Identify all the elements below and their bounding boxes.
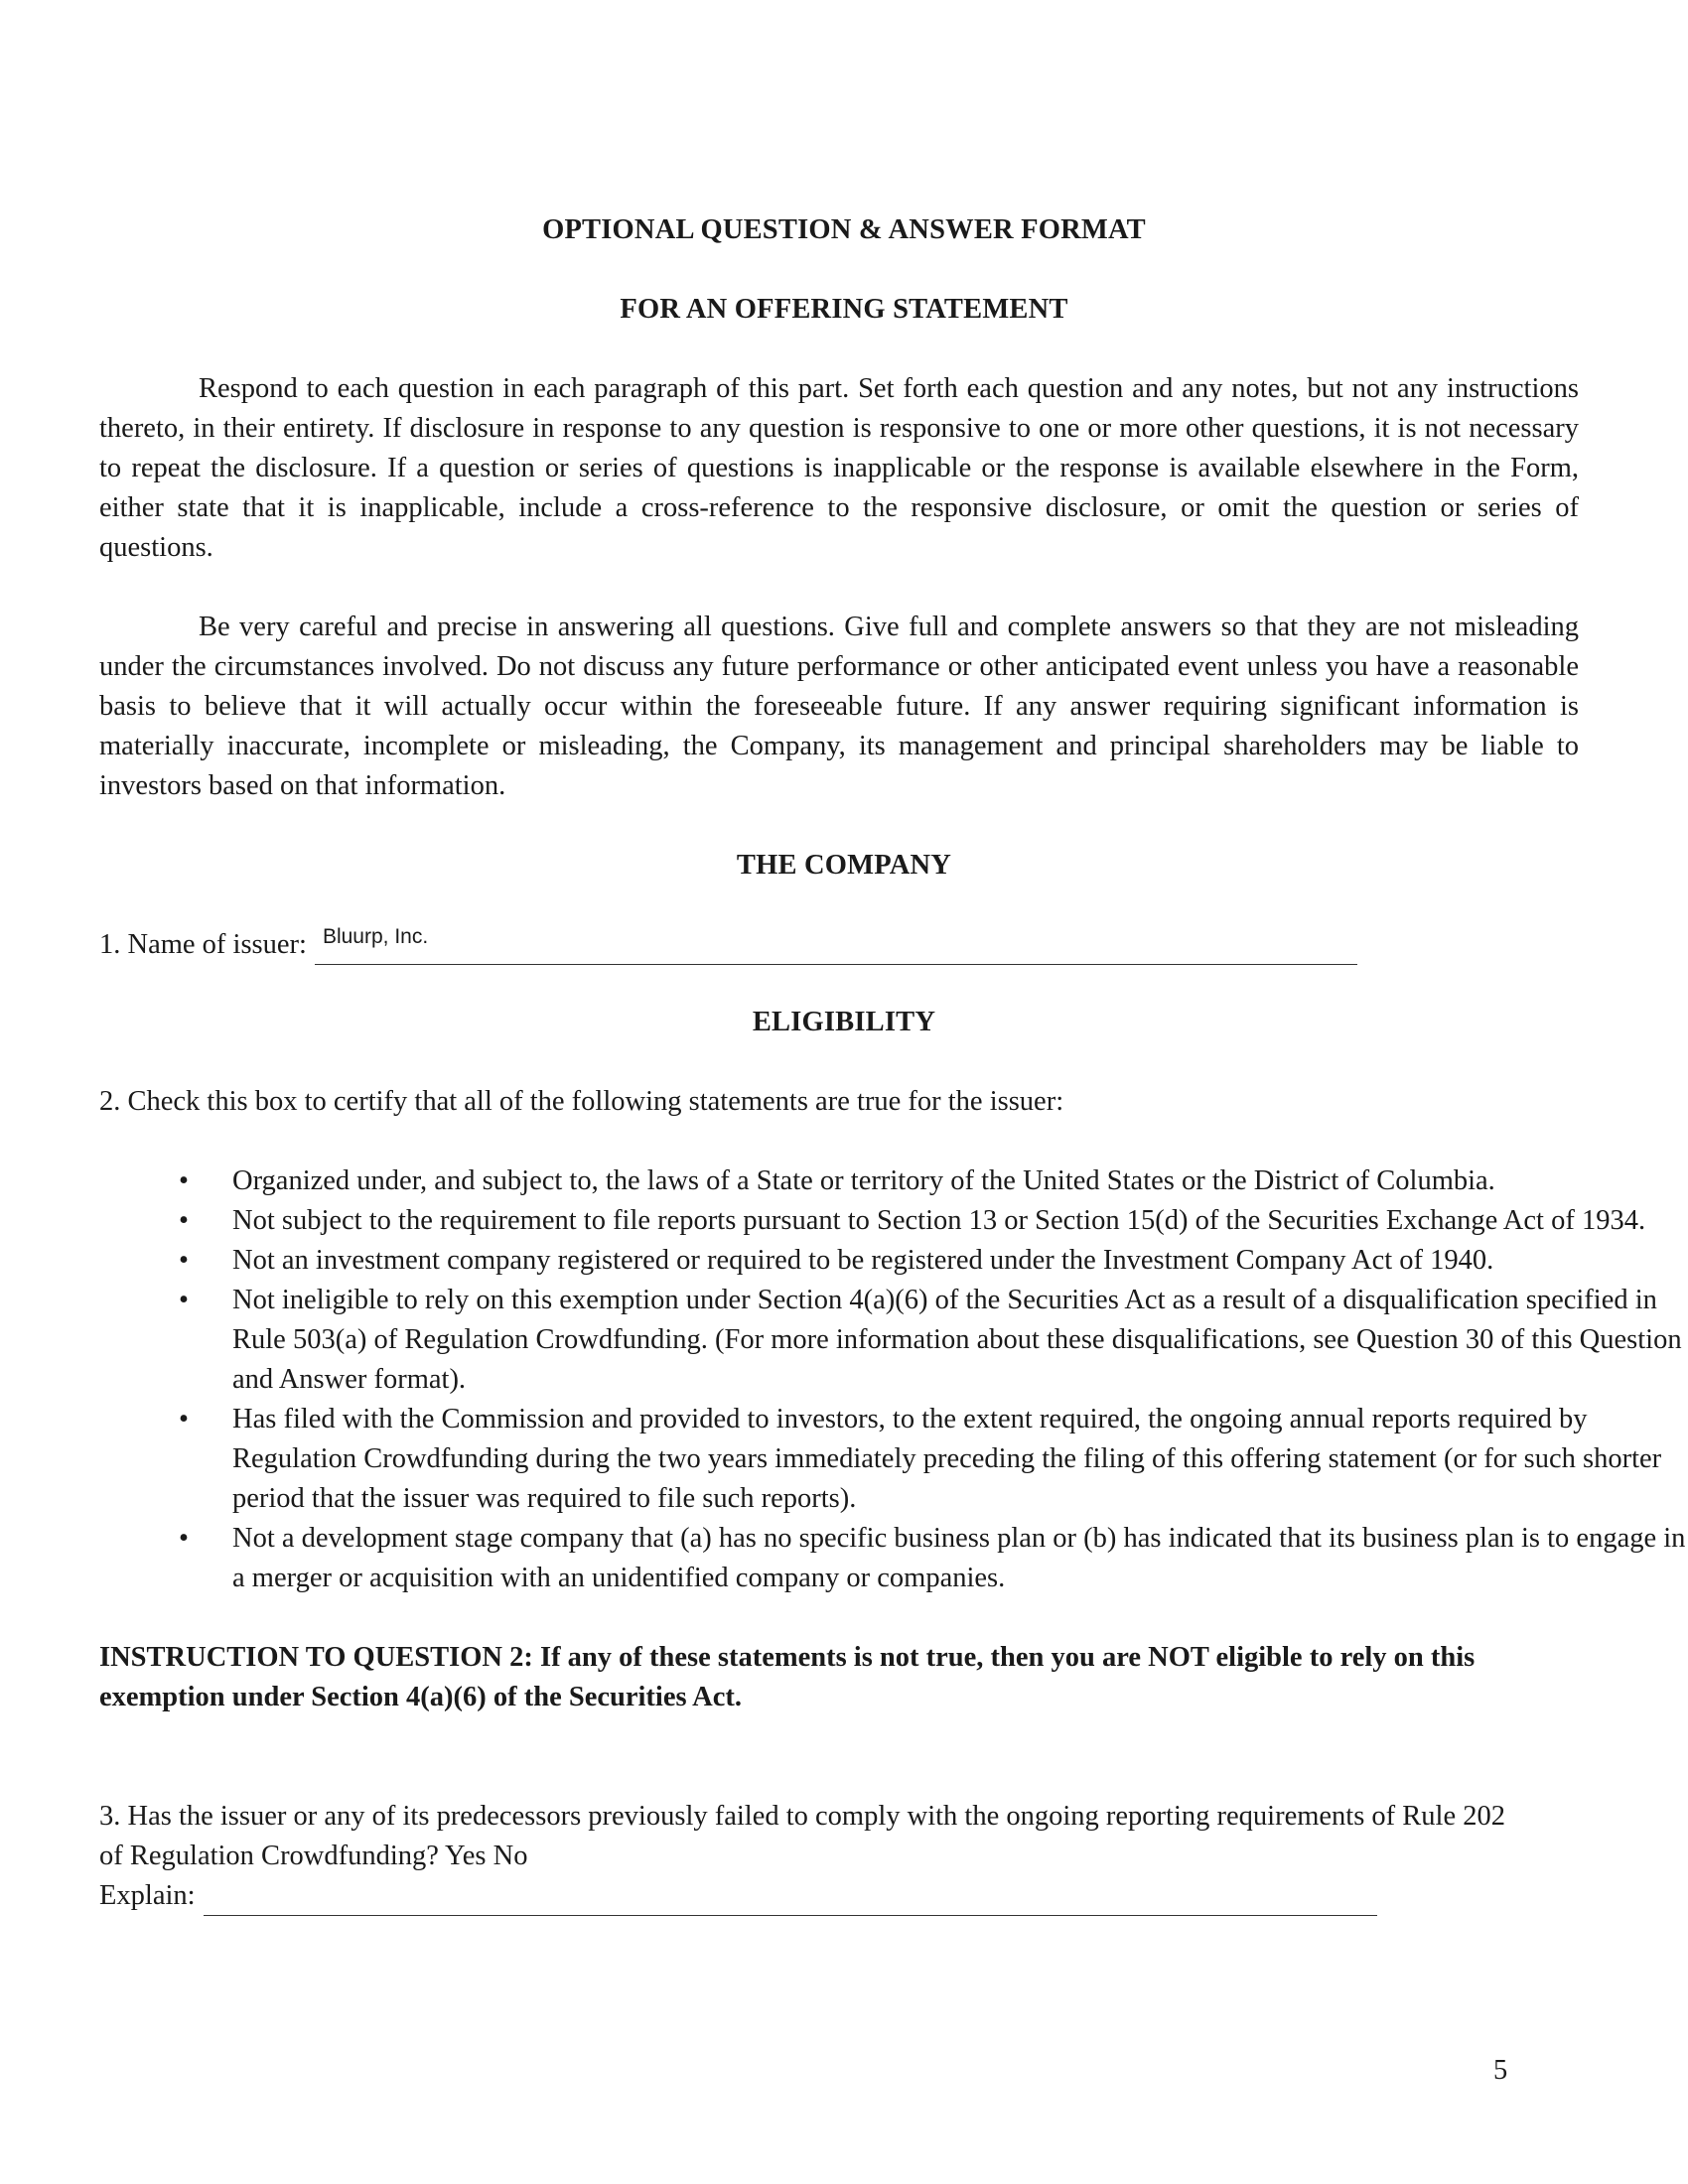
bullet-icon: •	[179, 1404, 189, 1434]
question-2-label: 2. Check this box to certify that all of the following statements are true for the issuer:	[99, 1086, 1064, 1117]
issuer-name-field[interactable]	[315, 925, 1357, 965]
bullet-icon: •	[179, 1523, 189, 1554]
eligibility-statement: • Not an investment company registered or required to be registered under the Investment Company Act of 1940.	[99, 1241, 1688, 1281]
eligibility-statement: • Not ineligible to rely on this exemption under Section 4(a)(6) of the Securities Act as a result of a disqualification specified in Rule 503(a) of Regulation Crowdfunding. (For more information about these disqualifications, see Question 30 of this Question and Answer format).	[99, 1281, 1688, 1400]
issuer-name-value: Bluurp, Inc.	[322, 925, 429, 948]
intro-paragraph-2: Be very careful and precise in answering all questions. Give full and complete answers so that they are not misleading under the circumstances involved. Do not discuss any future performance or other anticipated event unless you have a reasonable basis to believe that it will actually occur within the foreseeable future. If any answer requiring significant information is materially inaccurate, incomplete or misleading, the Company, its management and principal shareholders may be liable to investors based on that information.	[99, 612, 1579, 801]
intro-paragraph-1: Respond to each question in each paragraph of this part. Set forth each question and any notes, but not any instructions thereto, in their entirety. If disclosure in response to any question is responsive to one or more other questions, it is not necessary to repeat the disclosure. If a question or series of questions is inapplicable or the response is available elsewhere in the Form, either state that it is inapplicable, include a cross-reference to the responsive disclosure, or omit the question or series of questions.	[99, 373, 1579, 563]
section-heading-eligibility: ELIGIBILITY	[752, 1007, 936, 1037]
yes-option[interactable]: Yes	[445, 1841, 487, 1871]
question-1-label: 1. Name of issuer:	[99, 929, 307, 960]
explain-field[interactable]	[204, 1881, 1377, 1916]
question-3-text: 3. Has the issuer or any of its predecessors previously failed to comply with the ongoing reporting requirements of Rule 202 of Regulation Crowdfunding? Yes No	[99, 1801, 1505, 1871]
eligibility-statement: • Not a development stage company that (a) has no specific business plan or (b) has indicated that its business plan is to engage in a merger or acquisition with an unidentified company or companies.	[99, 1519, 1688, 1598]
section-heading-company: THE COMPANY	[736, 850, 952, 881]
bullet-icon: •	[179, 1165, 189, 1196]
eligibility-statement: • Not subject to the requirement to file reports pursuant to Section 13 or Section 15(d) of the Securities Exchange Act of 1934.	[99, 1201, 1688, 1241]
bullet-icon: •	[179, 1205, 189, 1236]
explain-label: Explain:	[99, 1880, 196, 1911]
page-number: 5	[1493, 2055, 1508, 2086]
eligibility-statements-list	[99, 1161, 1686, 1598]
instruction-question-2: INSTRUCTION TO QUESTION 2: If any of these statements is not true, then you are NOT eligible to rely on this exemption under Section 4(a)(6) of the Securities Act.	[99, 1642, 1476, 1712]
no-option[interactable]: No	[492, 1841, 528, 1871]
document-title: OPTIONAL QUESTION & ANSWER FORMAT	[542, 214, 1146, 245]
question-1-row	[99, 925, 1589, 965]
bullet-icon: •	[179, 1245, 189, 1276]
eligibility-statement: • Has filed with the Commission and provided to investors, to the extent required, the ongoing annual reports required by Regulation Crowdfunding during the two years immediately preceding the filing of this offering statement (or for such shorter period that the issuer was required to file such reports).	[99, 1400, 1688, 1519]
document-subtitle: FOR AN OFFERING STATEMENT	[620, 294, 1068, 325]
bullet-icon: •	[179, 1285, 189, 1315]
document-page	[99, 210, 1686, 1916]
question-3-explain-row	[99, 1876, 1589, 1916]
eligibility-statement: • Organized under, and subject to, the laws of a State or territory of the United States or the District of Columbia.	[99, 1161, 1688, 1201]
